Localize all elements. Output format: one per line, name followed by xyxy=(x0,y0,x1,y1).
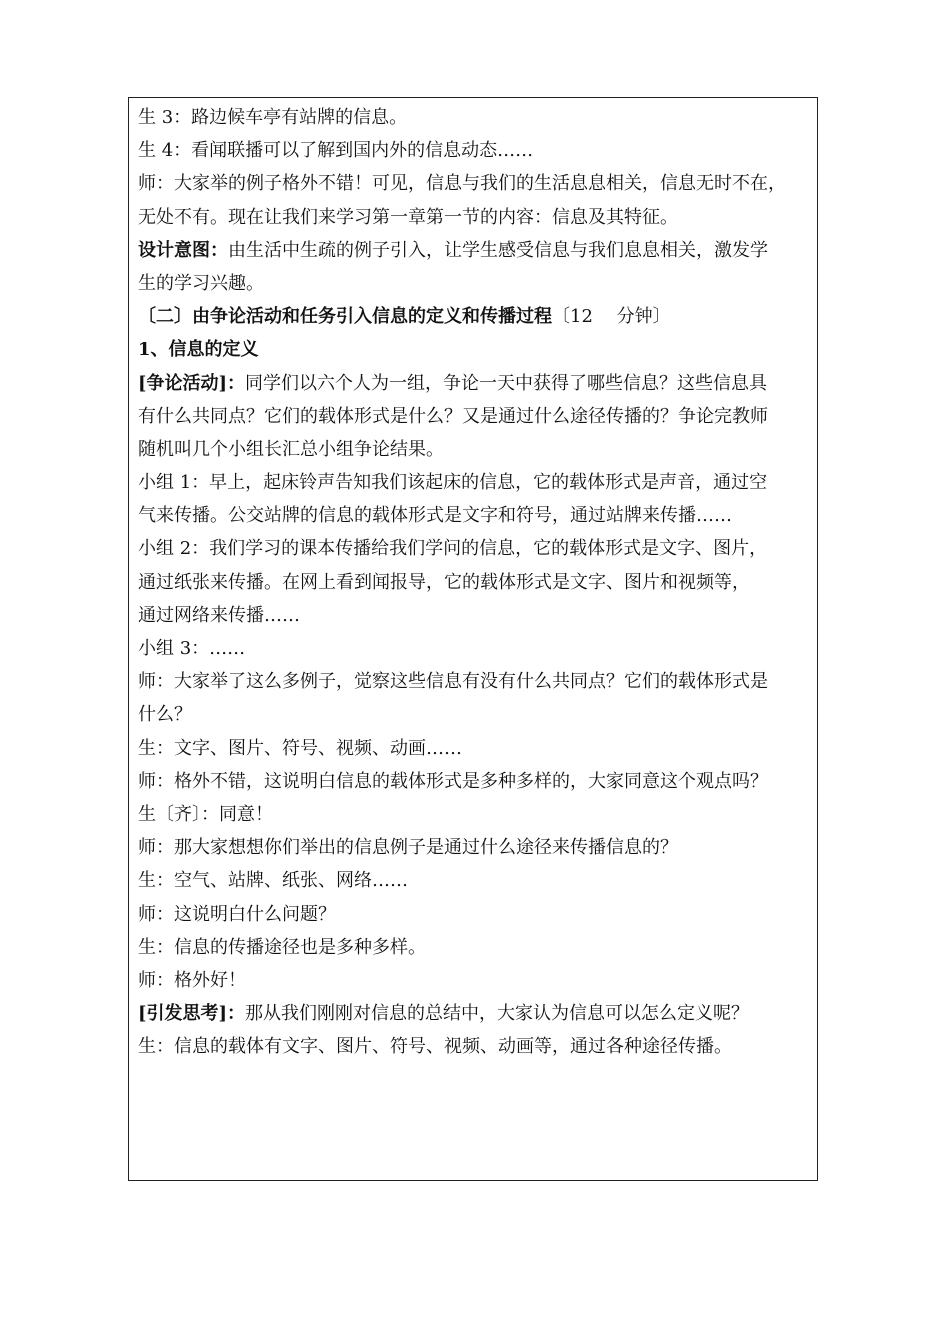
text-line xyxy=(138,333,814,366)
text-line xyxy=(138,831,814,864)
line-text: 生 3：路边候车亭有站牌的信息。 xyxy=(138,107,408,128)
line-text: 随机叫几个小组长汇总小组争论结果。 xyxy=(138,438,444,460)
line-text: 通过纸张来传播。在网上看到闻报导，它的载体形式是文字、图片和视频等， xyxy=(138,571,750,593)
line-text: 那从我们刚刚对信息的总结中，大家认为信息可以怎么定义呢？ xyxy=(245,1003,750,1025)
line-text: 小组 1：早上，起床铃声告知我们该起床的信息，它的载体形式是声音，通过空 xyxy=(138,472,768,494)
text-line xyxy=(138,101,814,134)
line-text: 生：文字、图片、符号、视频、动画…… xyxy=(138,737,462,759)
text-line xyxy=(138,898,814,931)
line-text: 生：空气、站牌、纸张、网络…… xyxy=(138,870,408,892)
text-line xyxy=(138,167,814,200)
line-text: 什么？ xyxy=(138,704,192,726)
text-line xyxy=(138,1030,814,1063)
text-line xyxy=(138,732,814,765)
text-line xyxy=(138,997,814,1030)
text-line xyxy=(138,234,814,267)
line-label: 设计意图： xyxy=(138,239,228,261)
line-text: 师：大家举了这么多例子，觉察这些信息有没有什么共同点？它们的载体形式是 xyxy=(138,671,768,693)
text-line xyxy=(138,201,814,234)
line-label: [争论活动]： xyxy=(138,372,246,394)
line-text: 师：大家举的例子格外不错！可见，信息与我们的生活息息相关，信息无时不在， xyxy=(138,173,786,195)
text-line xyxy=(138,466,814,499)
text-line xyxy=(138,134,814,167)
text-line xyxy=(138,698,814,731)
text-line xyxy=(138,566,814,599)
line-text: 师：格外不错，这说明白信息的载体形式是多种多样的，大家同意这个观点吗？ xyxy=(138,770,768,792)
text-line xyxy=(138,267,814,300)
line-label: 〔二〕由争论活动和任务引入信息的定义和传播过程 xyxy=(138,306,552,328)
text-line xyxy=(138,400,814,433)
line-text: 〔12 分钟〕 xyxy=(552,306,671,328)
line-text: 通过网络来传播…… xyxy=(138,604,300,626)
lesson-content xyxy=(138,101,814,1063)
text-line xyxy=(138,433,814,466)
line-text: 师：这说明白什么问题？ xyxy=(138,903,336,925)
line-text: 生 4：看闻联播可以了解到国内外的信息动态…… xyxy=(138,140,534,162)
line-text: 生的学习兴趣。 xyxy=(138,272,264,294)
line-text: 同学们以六个人为一组，争论一天中获得了哪些信息？这些信息具 xyxy=(245,372,768,394)
text-line xyxy=(138,964,814,997)
line-text: 无处不有。现在让我们来学习第一章第一节的内容：信息及其特征。 xyxy=(138,206,678,228)
text-line xyxy=(138,765,814,798)
line-text: 由生活中生疏的例子引入，让学生感受信息与我们息息相关，激发学 xyxy=(228,239,768,261)
text-line xyxy=(138,367,814,400)
line-text: 生：信息的载体有文字、图片、符号、视频、动画等，通过各种途径传播。 xyxy=(138,1036,732,1058)
line-label: 1、信息的定义 xyxy=(138,339,259,361)
line-text: 师：那大家想想你们举出的信息例子是通过什么途径来传播信息的？ xyxy=(138,837,678,859)
text-line xyxy=(138,532,814,565)
text-line xyxy=(138,599,814,632)
line-label: [引发思考]： xyxy=(138,1003,246,1025)
line-text: 生：信息的传播途径也是多种多样。 xyxy=(138,936,426,958)
text-line xyxy=(138,499,814,532)
text-line xyxy=(138,300,814,333)
text-line xyxy=(138,798,814,831)
text-line xyxy=(138,632,814,665)
line-text: 有什么共同点？它们的载体形式是什么？又是通过什么途径传播的？争论完教师 xyxy=(138,405,768,427)
line-text: 生〔齐〕：同意！ xyxy=(138,803,273,825)
line-text: 小组 2：我们学习的课本传播给我们学问的信息，它的载体形式是文字、图片， xyxy=(138,538,768,560)
text-line xyxy=(138,931,814,964)
text-line xyxy=(138,864,814,897)
line-text: 师：格外好！ xyxy=(138,969,246,991)
line-text: 小组 3：…… xyxy=(138,638,246,659)
text-line xyxy=(138,665,814,698)
line-text: 气来传播。公交站牌的信息的载体形式是文字和符号，通过站牌来传播…… xyxy=(138,505,732,527)
